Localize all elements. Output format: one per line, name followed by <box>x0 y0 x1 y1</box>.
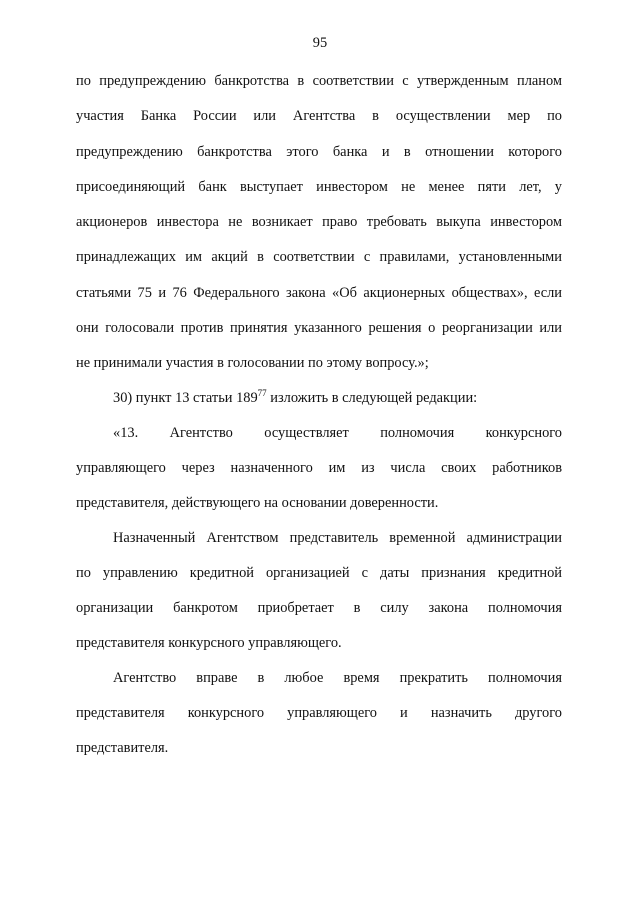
text-line: статьями 75 и 76 Федерального закона «Об акционерных обществах», если <box>76 285 562 301</box>
text-line: организации банкротом приобретает в силу закона полномочия <box>76 600 562 616</box>
item-30-prefix: 30) пункт 13 статьи 189 <box>113 390 258 406</box>
text-line: управляющего через назначенного им из числа своих работников <box>76 460 562 476</box>
text-line: Назначенный Агентством представитель временной администрации <box>113 530 562 546</box>
text-line: представителя конкурсного управляющего. <box>76 635 342 651</box>
text-line: участия Банка России или Агентства в осуществлении мер по <box>76 108 562 124</box>
item-30-suffix: изложить в следующей редакции: <box>266 390 478 406</box>
text-line: акционеров инвестора не возникает право требовать выкупа инвестором <box>76 214 562 230</box>
text-line: Агентство вправе в любое время прекратить полномочия <box>113 670 562 686</box>
item-30-superscript: 77 <box>257 388 267 398</box>
text-line: «13. Агентство осуществляет полномочия конкурсного <box>113 425 562 441</box>
text-line: принадлежащих им акций в соответствии с правилами, установленными <box>76 249 562 265</box>
text-line: представителя. <box>76 740 169 756</box>
text-line: предупреждению банкротства этого банка и в отношении которого <box>76 144 562 160</box>
text-line: не принимали участия в голосовании по этому вопросу.»; <box>76 355 429 371</box>
text-line: они голосовали против принятия указанного решения о реорганизации или <box>76 320 562 336</box>
page-number: 95 <box>312 35 328 51</box>
text-line: по предупреждению банкротства в соответствии с утвержденным планом <box>76 73 562 89</box>
text-line: представителя конкурсного управляющего и назначить другого <box>76 705 562 721</box>
text-line: представителя, действующего на основании доверенности. <box>76 495 439 511</box>
text-line: по управлению кредитной организацией с даты признания кредитной <box>76 565 562 581</box>
text-line: присоединяющий банк выступает инвестором не менее пяти лет, у <box>76 179 562 195</box>
item-30-line <box>113 389 562 407</box>
